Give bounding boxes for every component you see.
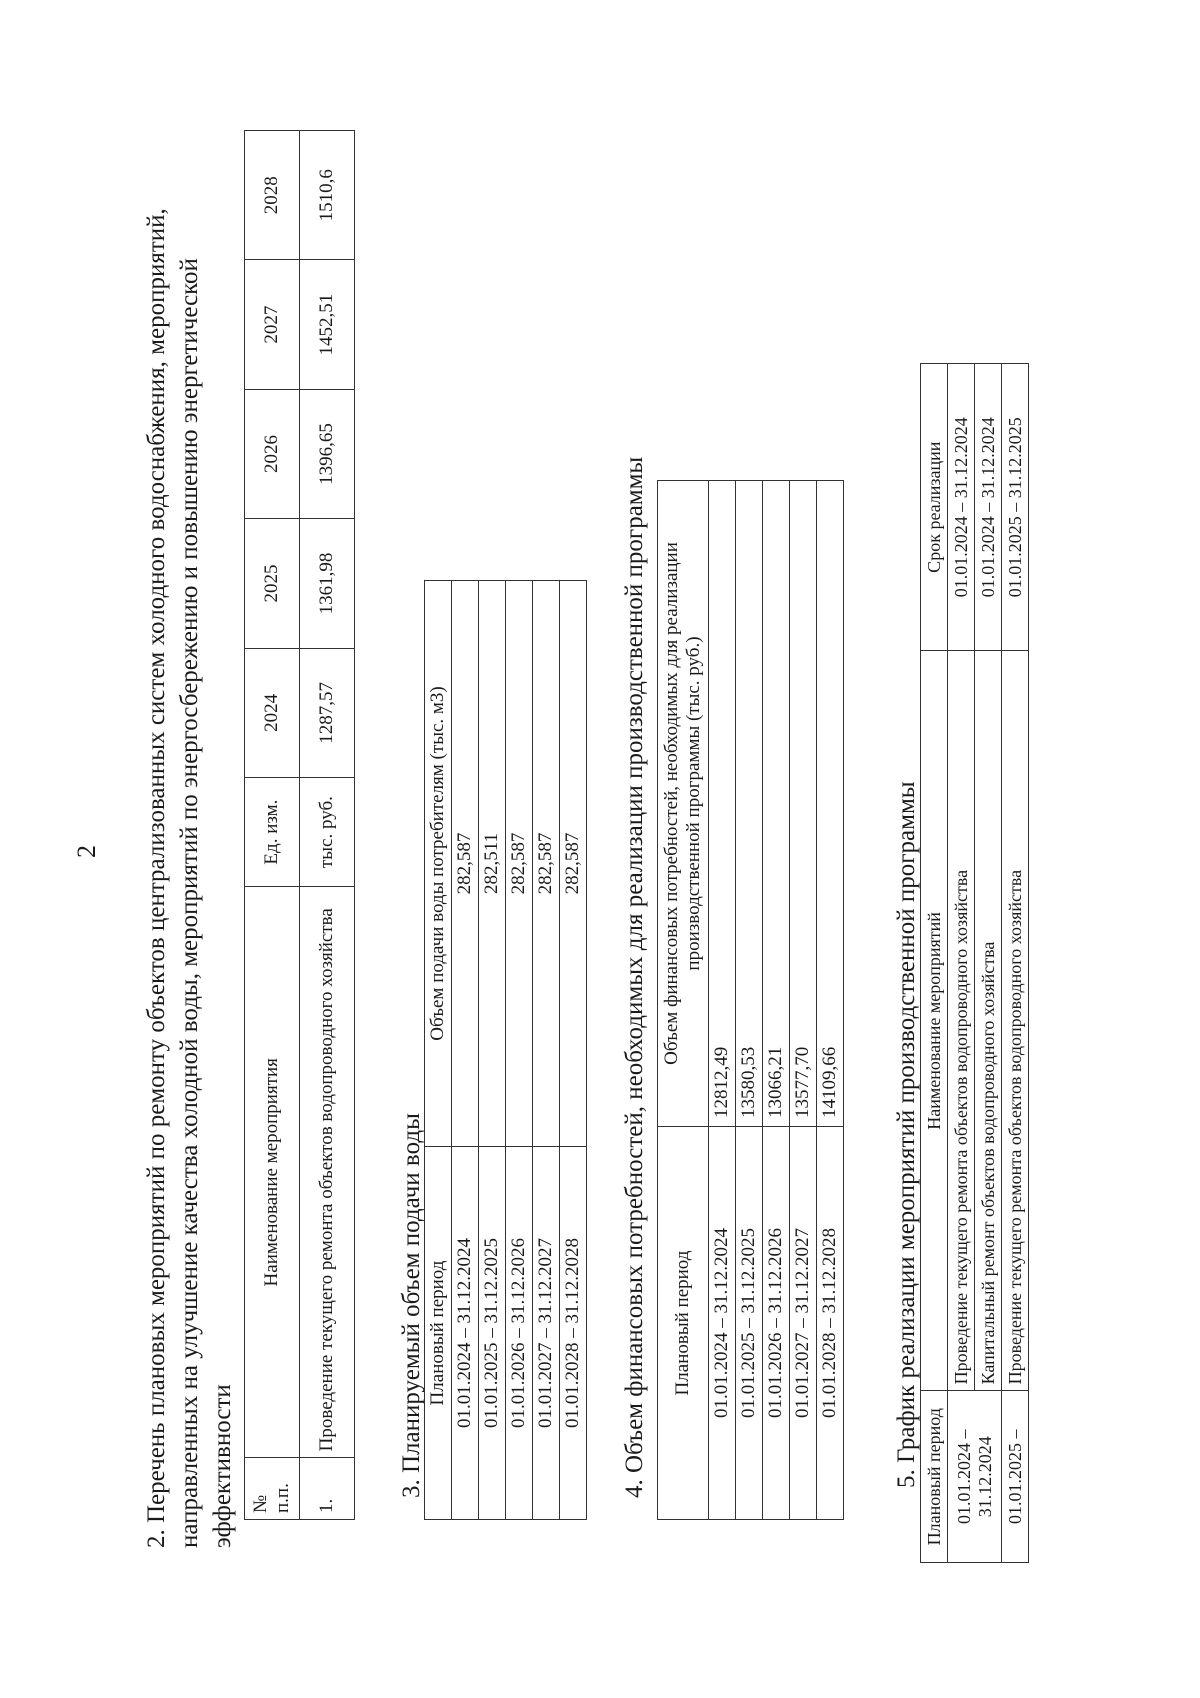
header-2024: 2024: [245, 648, 300, 777]
section5-table: [920, 363, 1029, 1563]
cell-term: 01.01.2025 – 31.12.2025: [1002, 364, 1029, 651]
cell-period: 01.01.2024 – 31.12.2024: [948, 1391, 1002, 1563]
cell-name: Проведение текущего ремонта объектов водопроводного хозяйства: [1002, 651, 1029, 1391]
cell-volume: 282,587: [452, 581, 479, 1147]
cell-amount: 13577,70: [790, 481, 817, 1127]
cell-2024: 1287,57: [300, 648, 355, 777]
cell-2025: 1361,98: [300, 519, 355, 648]
table-row: [948, 364, 975, 1563]
table-header-row: [425, 581, 452, 1520]
table-row: [1002, 364, 1029, 1563]
section2-table: [244, 130, 355, 1520]
header-2027: 2027: [245, 260, 300, 389]
cell-period: 01.01.2025 –: [1002, 1391, 1029, 1563]
cell-volume: 282,511: [479, 581, 506, 1147]
cell-term: 01.01.2024 – 31.12.2024: [975, 364, 1002, 651]
section2-heading: 2. Перечень плановых мероприятий по ремонту объектов централизованных систем холодного водоснабжения, мероприятий, направленных на улучшение качества холодной воды, мероприятий по энергосбережению и повышению энергетической эффективности: [143, 208, 236, 1548]
table-row: [506, 581, 533, 1520]
cell-period: 01.01.2028 – 31.12.2028: [560, 1147, 587, 1520]
header-term: Срок реализации: [921, 364, 948, 651]
cell-period: 01.01.2027 – 31.12.2027: [533, 1147, 560, 1520]
cell-2027: 1452,51: [300, 260, 355, 389]
section4-table: [657, 480, 844, 1520]
cell-period: 01.01.2027 – 31.12.2027: [790, 1127, 817, 1520]
cell-amount: 13580,53: [736, 481, 763, 1127]
cell-name: Капитальный ремонт объектов водопроводного хозяйства: [975, 651, 1002, 1391]
header-name: Наименование мероприятия: [245, 887, 300, 1458]
header-period: Плановый период: [425, 1147, 452, 1520]
table-row: [736, 481, 763, 1520]
table-row: [763, 481, 790, 1520]
header-unit: Ед. изм.: [245, 778, 300, 887]
cell-volume: 282,587: [533, 581, 560, 1147]
cell-amount: 12812,49: [709, 481, 736, 1127]
cell-name: Проведение текущего ремонта объектов водопроводного хозяйства: [300, 887, 355, 1458]
cell-amount: 14109,66: [817, 481, 844, 1127]
cell-period: 01.01.2024 – 31.12.2024: [452, 1147, 479, 1520]
page-number: 2: [72, 845, 101, 858]
cell-period: 01.01.2026 – 31.12.2026: [763, 1127, 790, 1520]
table-row: [975, 364, 1002, 1563]
table-header-row: [921, 364, 948, 1563]
table-header-row: [658, 481, 709, 1520]
cell-period: 01.01.2025 – 31.12.2025: [479, 1147, 506, 1520]
section3-table: [424, 580, 587, 1520]
header-no: № п.п.: [245, 1458, 300, 1520]
cell-period: 01.01.2025 – 31.12.2025: [736, 1127, 763, 1520]
cell-2028: 1510,6: [300, 131, 355, 260]
cell-volume: 282,587: [560, 581, 587, 1147]
cell-volume: 282,587: [506, 581, 533, 1147]
cell-2026: 1396,65: [300, 389, 355, 518]
cell-amount: 13066,21: [763, 481, 790, 1127]
table-row: [560, 581, 587, 1520]
section5-heading: 5. График реализации мероприятий производственной программы: [893, 781, 920, 1488]
header-2028: 2028: [245, 131, 300, 260]
cell-no: 1.: [300, 1458, 355, 1520]
header-period: Плановый период: [921, 1391, 948, 1563]
cell-name: Проведение текущего ремонта объектов водопроводного хозяйства: [948, 651, 975, 1391]
header-volume: Объем подачи воды потребителям (тыс. м3): [425, 581, 452, 1147]
table-row: [479, 581, 506, 1520]
header-amount: Объем финансовых потребностей, необходимых для реализации производственной программы (тыс. руб.): [658, 481, 709, 1127]
cell-period: 01.01.2026 – 31.12.2026: [506, 1147, 533, 1520]
table-row: [452, 581, 479, 1520]
table-row: [790, 481, 817, 1520]
table-row: [533, 581, 560, 1520]
header-name: Наименование мероприятий: [921, 651, 948, 1391]
table-row: [817, 481, 844, 1520]
cell-term: 01.01.2024 – 31.12.2024: [948, 364, 975, 651]
cell-unit: тыс. руб.: [300, 778, 355, 887]
header-2025: 2025: [245, 519, 300, 648]
cell-period: 01.01.2024 – 31.12.2024: [709, 1127, 736, 1520]
cell-period: 01.01.2028 – 31.12.2028: [817, 1127, 844, 1520]
section3-heading: 3. Планируемый объем подачи воды: [398, 1113, 425, 1498]
table-row: [709, 481, 736, 1520]
table-row: [300, 131, 355, 1520]
section4-heading: 4. Объем финансовых потребностей, необходимых для реализации производственной программы: [621, 456, 648, 1498]
header-2026: 2026: [245, 389, 300, 518]
header-period: Плановый период: [658, 1127, 709, 1520]
table-header-row: [245, 131, 300, 1520]
